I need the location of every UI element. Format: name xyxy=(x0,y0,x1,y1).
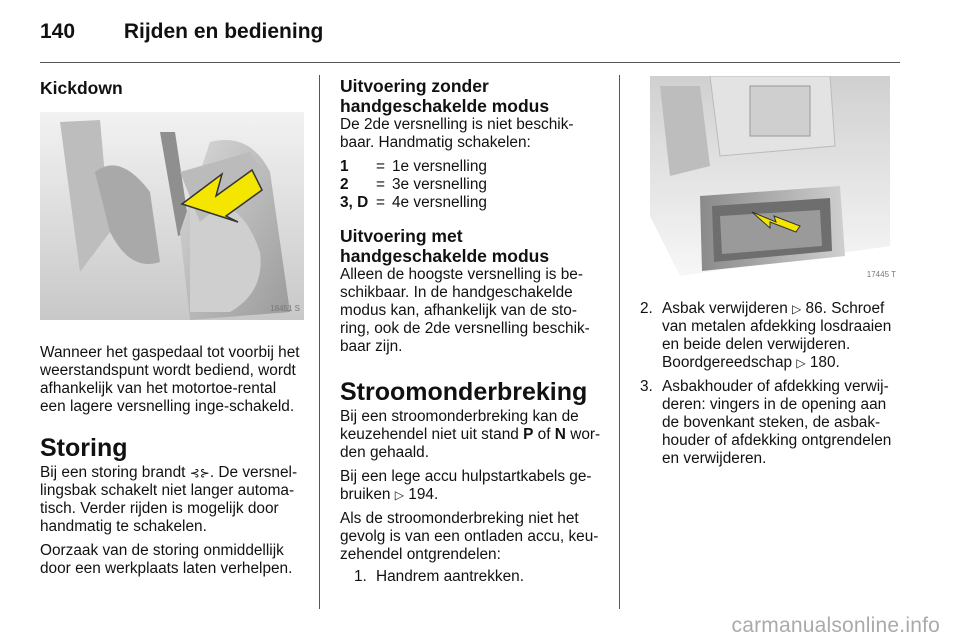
kickdown-text: Wanneer het gaspedaal tot voorbij het weerstandspunt wordt bediend, wordt afhankelijk van het motortoe-rental een lagere versnelling inge-schakeld. xyxy=(40,344,300,415)
gear-val: 4e versnelling xyxy=(392,194,487,211)
cross-reference[interactable]: 194. xyxy=(408,486,439,503)
cross-reference[interactable]: 180. xyxy=(809,354,840,371)
gear-key: 2 xyxy=(340,176,349,193)
triangle-right-icon: ▷ xyxy=(394,488,404,502)
power-paragraph-1: Bij een stroomonderbreking kan de keuzehendel niet uit stand P of N wor-den gehaald. xyxy=(340,408,601,461)
power-heading: Stroomonderbreking xyxy=(340,378,588,406)
manual-text: Alleen de hoogste versnelling is be-schikbaar. In de handgeschakelde modus kan, afhankelijk van de sto-ring, ook de 2de versnelling beschik-baar zijn. xyxy=(340,266,590,355)
manual-heading: Uitvoering met handgeschakelde modus xyxy=(340,226,550,266)
figure-code: 17445 T xyxy=(866,270,896,279)
list-item: 1. Handrem aantrekken. xyxy=(354,568,524,585)
cross-reference[interactable]: 86. xyxy=(805,300,827,317)
triangle-right-icon: ▷ xyxy=(796,356,806,370)
gear-eq: = xyxy=(376,158,385,175)
no-manual-heading: Uitvoering zonder handgeschakelde modus xyxy=(340,76,550,116)
gear-list xyxy=(340,158,606,212)
steps-list-1 xyxy=(340,568,606,586)
power-paragraph-3: Als de stroomonderbreking niet het gevolg is van een ontladen accu, keu-zehendel ontgrendelen: xyxy=(340,510,599,563)
power-paragraph-2: Bij een lege accu hulpstartkabels ge-bruiken ▷ 194. xyxy=(340,468,592,503)
watermark: carmanualsonline.info xyxy=(731,614,940,637)
storing-paragraph-1: Bij een storing brandt ⊰⊱. De versnel-lingsbak schakelt niet langer automa-tisch. Verder rijden is mogelijk door handmatig te schakelen. xyxy=(40,464,298,535)
console-illustration xyxy=(640,76,900,286)
gear-key: 1 xyxy=(340,158,349,175)
no-manual-text: De 2de versnelling is niet beschik-baar. Handmatig schakelen: xyxy=(340,116,574,151)
pedal-illustration xyxy=(40,112,304,320)
triangle-right-icon: ▷ xyxy=(792,302,802,316)
gear-eq: = xyxy=(376,194,385,211)
column-3 xyxy=(640,76,902,474)
kickdown-figure xyxy=(40,112,304,320)
page-title: Rijden en bediening xyxy=(123,20,324,43)
gear-val: 3e versnelling xyxy=(392,176,487,193)
steps-list-2 xyxy=(640,300,902,468)
page-header xyxy=(40,20,323,44)
column-1 xyxy=(40,76,306,584)
gear-key: 3, D xyxy=(340,194,369,211)
column-divider-2 xyxy=(619,75,620,609)
storing-heading: Storing xyxy=(40,434,128,462)
figure-code: 18451 S xyxy=(270,304,300,313)
gear-eq: = xyxy=(376,176,385,193)
column-divider-1 xyxy=(319,75,320,609)
page-number: 140 xyxy=(40,20,76,43)
kickdown-heading: Kickdown xyxy=(40,78,123,98)
column-2 xyxy=(340,76,606,592)
storing-paragraph-2: Oorzaak van de storing onmiddellijk door een werkplaats laten verhelpen. xyxy=(40,542,293,577)
list-item: 2. Asbak verwijderen ▷ 86. Schroef van metalen afdekking losdraaien en beide delen verwijderen. Boordgereedschap ▷ 180. xyxy=(640,300,892,371)
header-rule xyxy=(40,62,900,63)
ashtray-figure xyxy=(640,76,900,286)
gear-val: 1e versnelling xyxy=(392,158,487,175)
list-item: 3. Asbakhouder of afdekking verwij-deren: vingers in de opening aan de bovenkant steken, de asbak-houder of afdekking ontgrendelen en verwijderen. xyxy=(640,378,892,467)
gearbox-warning-icon: ⊰⊱ xyxy=(189,466,210,480)
